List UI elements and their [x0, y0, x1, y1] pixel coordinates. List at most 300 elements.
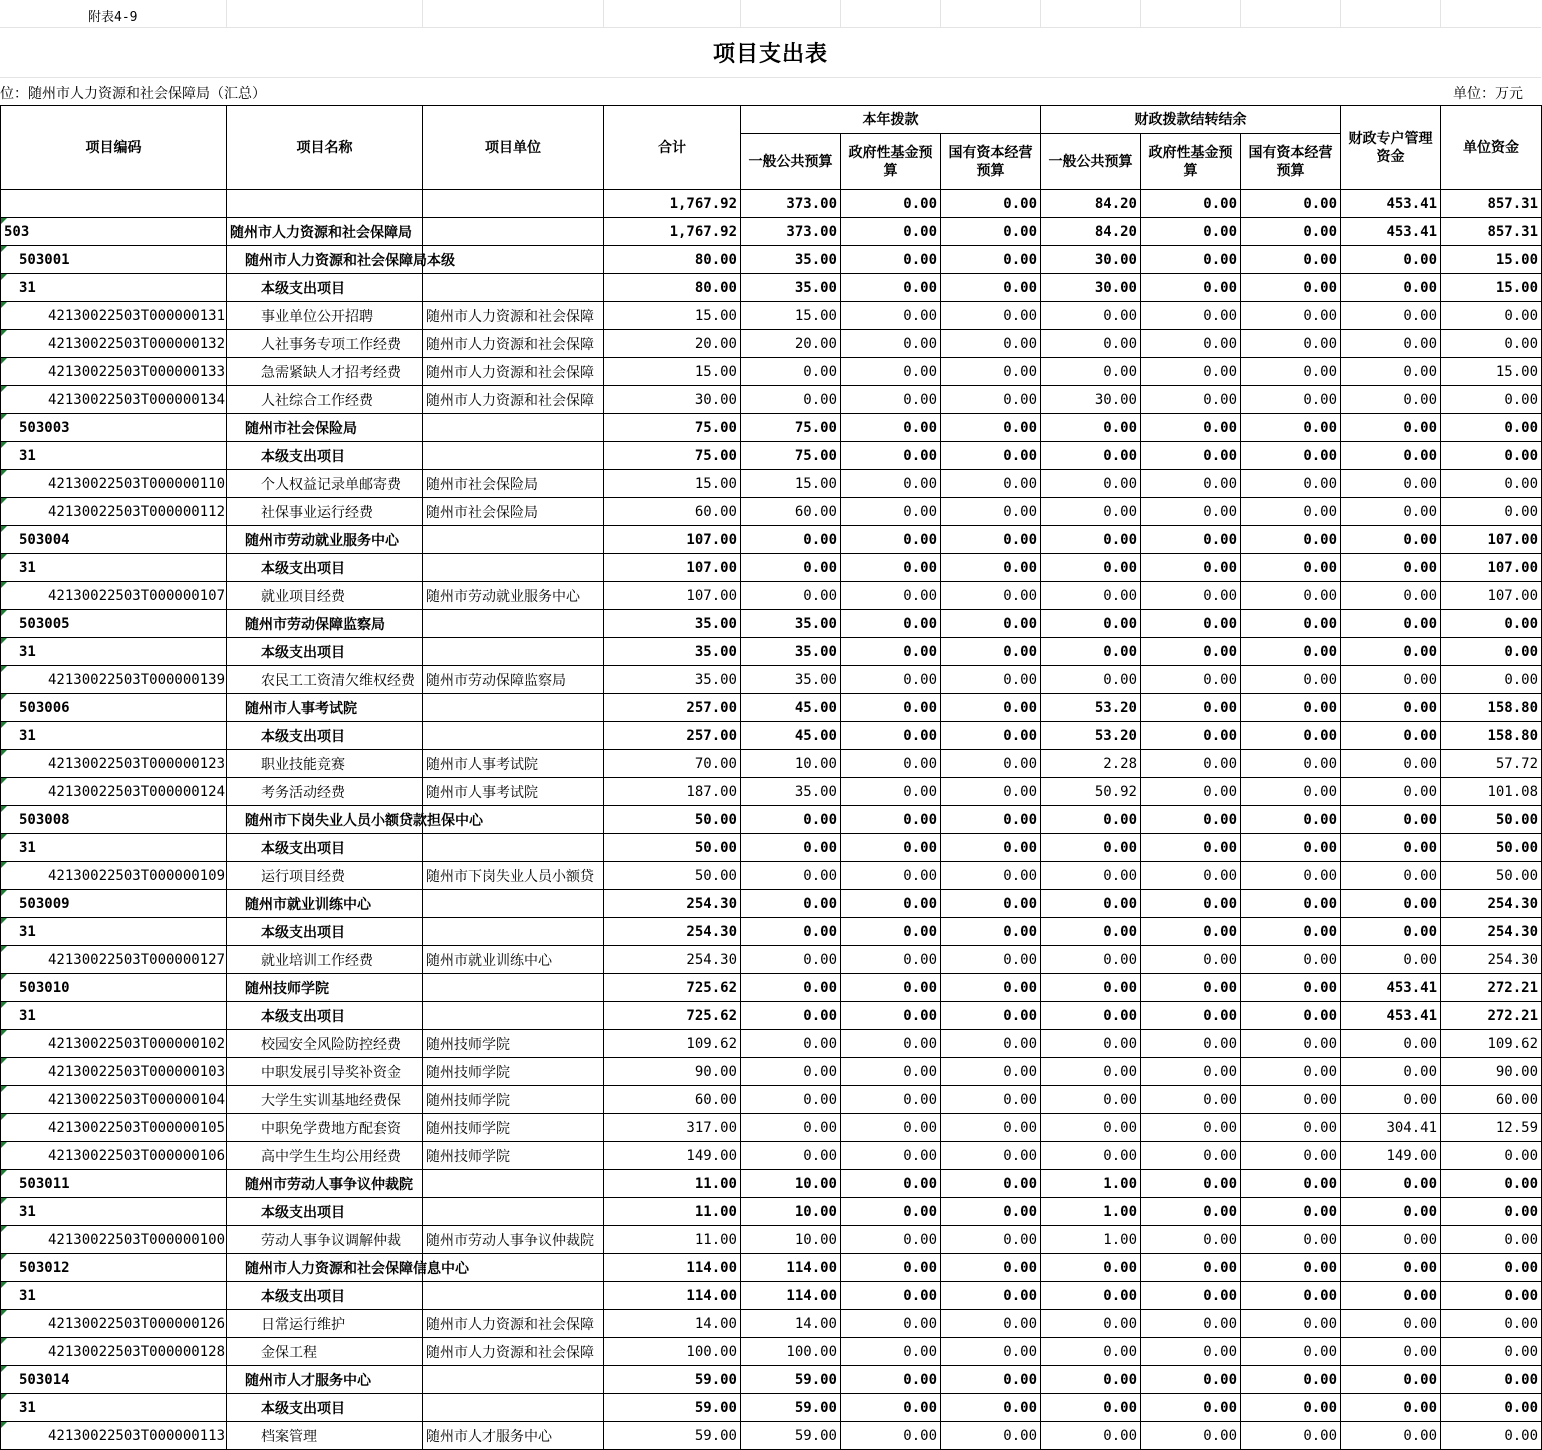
- cell-amount[interactable]: 0.00: [1141, 974, 1241, 1002]
- cell-amount[interactable]: 0.00: [1041, 610, 1141, 638]
- cell-amount[interactable]: 75.00: [604, 414, 741, 442]
- cell-name[interactable]: 农民工工资清欠维权经费: [227, 666, 423, 694]
- cell-amount[interactable]: 0.00: [941, 918, 1041, 946]
- cell-code[interactable]: 503010: [1, 974, 227, 1002]
- cell-amount[interactable]: 0.00: [1241, 610, 1341, 638]
- cell-amount[interactable]: 0.00: [941, 302, 1041, 330]
- cell-amount[interactable]: 0.00: [741, 1086, 841, 1114]
- cell-name[interactable]: 随州市就业训练中心: [227, 890, 423, 918]
- cell-unit[interactable]: [423, 1282, 604, 1310]
- cell-amount[interactable]: 0.00: [1341, 498, 1441, 526]
- cell-name[interactable]: 本级支出项目: [227, 442, 423, 470]
- cell-name[interactable]: 本级支出项目: [227, 918, 423, 946]
- cell-amount[interactable]: 0.00: [1041, 1114, 1141, 1142]
- cell-name[interactable]: 个人权益记录单邮寄费: [227, 470, 423, 498]
- cell-amount[interactable]: 0.00: [1241, 694, 1341, 722]
- table-row[interactable]: [1, 582, 1542, 610]
- cell-code[interactable]: 503006: [1, 694, 227, 722]
- cell-amount[interactable]: 0.00: [1241, 1198, 1341, 1226]
- cell-amount[interactable]: 0.00: [1241, 218, 1341, 246]
- table-row[interactable]: [1, 694, 1542, 722]
- cell-amount[interactable]: 0.00: [841, 358, 941, 386]
- cell-amount[interactable]: 0.00: [1141, 1226, 1241, 1254]
- cell-amount[interactable]: 0.00: [1341, 638, 1441, 666]
- table-row[interactable]: [1, 610, 1542, 638]
- cell-amount[interactable]: 0.00: [1241, 862, 1341, 890]
- cell-amount[interactable]: 254.30: [1441, 946, 1542, 974]
- cell-code[interactable]: 31: [1, 1002, 227, 1030]
- cell-amount[interactable]: 50.00: [1441, 806, 1542, 834]
- cell-amount[interactable]: 0.00: [1141, 498, 1241, 526]
- cell-amount[interactable]: 0.00: [941, 218, 1041, 246]
- table-row[interactable]: [1, 386, 1542, 414]
- cell-amount[interactable]: 453.41: [1341, 1002, 1441, 1030]
- cell-name[interactable]: 本级支出项目: [227, 834, 423, 862]
- table-row[interactable]: [1, 1310, 1542, 1338]
- cell-amount[interactable]: 0.00: [941, 414, 1041, 442]
- cell-amount[interactable]: 0.00: [1441, 498, 1542, 526]
- cell-name[interactable]: 本级支出项目: [227, 1394, 423, 1422]
- cell-amount[interactable]: 50.00: [604, 862, 741, 890]
- cell-amount[interactable]: 107.00: [1441, 554, 1542, 582]
- cell-amount[interactable]: 0.00: [1341, 1310, 1441, 1338]
- cell-name[interactable]: 本级支出项目: [227, 638, 423, 666]
- cell-amount[interactable]: 373.00: [741, 218, 841, 246]
- cell-code[interactable]: 42130022503T000000112: [1, 498, 227, 526]
- cell-name[interactable]: 随州市人事考试院: [227, 694, 423, 722]
- cell-amount[interactable]: 0.00: [1341, 1394, 1441, 1422]
- cell-name[interactable]: 社保事业运行经费: [227, 498, 423, 526]
- cell-amount[interactable]: 0.00: [1041, 1338, 1141, 1366]
- cell-amount[interactable]: 59.00: [604, 1394, 741, 1422]
- cell-code[interactable]: 31: [1, 638, 227, 666]
- cell-unit[interactable]: 随州市人力资源和社会保障: [423, 1310, 604, 1338]
- cell-amount[interactable]: 50.00: [1441, 834, 1542, 862]
- cell-amount[interactable]: 0.00: [1341, 582, 1441, 610]
- cell-amount[interactable]: 0.00: [1141, 330, 1241, 358]
- cell-amount[interactable]: 109.62: [1441, 1030, 1542, 1058]
- cell-name[interactable]: 随州市人力资源和社会保障局本级: [227, 246, 423, 274]
- cell-amount[interactable]: 0.00: [1341, 890, 1441, 918]
- table-row[interactable]: [1, 666, 1542, 694]
- cell-amount[interactable]: 0.00: [941, 1002, 1041, 1030]
- cell-amount[interactable]: 0.00: [941, 1086, 1041, 1114]
- table-row[interactable]: [1, 246, 1542, 274]
- cell-amount[interactable]: 158.80: [1441, 722, 1542, 750]
- cell-amount[interactable]: 80.00: [604, 246, 741, 274]
- cell-name[interactable]: 就业项目经费: [227, 582, 423, 610]
- cell-amount[interactable]: 0.00: [1341, 610, 1441, 638]
- cell-amount[interactable]: 0.00: [941, 582, 1041, 610]
- cell-amount[interactable]: 0.00: [941, 974, 1041, 1002]
- table-row[interactable]: [1, 1422, 1542, 1450]
- cell-amount[interactable]: 0.00: [1241, 946, 1341, 974]
- cell-unit[interactable]: 随州市下岗失业人员小额贷: [423, 862, 604, 890]
- cell-amount[interactable]: 0.00: [1241, 526, 1341, 554]
- cell-amount[interactable]: 0.00: [1141, 386, 1241, 414]
- cell-amount[interactable]: 0.00: [1141, 190, 1241, 218]
- cell-amount[interactable]: 0.00: [1141, 442, 1241, 470]
- cell-name[interactable]: 本级支出项目: [227, 1002, 423, 1030]
- cell-amount[interactable]: 0.00: [1141, 1254, 1241, 1282]
- cell-amount[interactable]: 53.20: [1041, 722, 1141, 750]
- cell-amount[interactable]: 0.00: [841, 946, 941, 974]
- cell-amount[interactable]: 0.00: [1341, 302, 1441, 330]
- cell-code[interactable]: 42130022503T000000107: [1, 582, 227, 610]
- cell-amount[interactable]: 80.00: [604, 274, 741, 302]
- cell-amount[interactable]: 0.00: [1341, 918, 1441, 946]
- cell-amount[interactable]: 114.00: [604, 1282, 741, 1310]
- cell-unit[interactable]: 随州市人力资源和社会保障: [423, 358, 604, 386]
- table-row[interactable]: [1, 526, 1542, 554]
- cell-amount[interactable]: 0.00: [1241, 1170, 1341, 1198]
- cell-amount[interactable]: 0.00: [1041, 806, 1141, 834]
- table-row[interactable]: [1, 330, 1542, 358]
- cell-amount[interactable]: 0.00: [841, 806, 941, 834]
- cell-amount[interactable]: 0.00: [1041, 554, 1141, 582]
- cell-amount[interactable]: 0.00: [1241, 1282, 1341, 1310]
- cell-amount[interactable]: 30.00: [1041, 246, 1141, 274]
- cell-unit[interactable]: 随州市劳动就业服务中心: [423, 582, 604, 610]
- cell-amount[interactable]: 0.00: [741, 1058, 841, 1086]
- cell-amount[interactable]: 0.00: [1341, 246, 1441, 274]
- cell-amount[interactable]: 0.00: [1441, 442, 1542, 470]
- cell-unit[interactable]: 随州技师学院: [423, 1030, 604, 1058]
- cell-amount[interactable]: 0.00: [1041, 526, 1141, 554]
- cell-amount[interactable]: 0.00: [1341, 1338, 1441, 1366]
- cell-amount[interactable]: 107.00: [604, 554, 741, 582]
- cell-amount[interactable]: 0.00: [1141, 750, 1241, 778]
- cell-amount[interactable]: 0.00: [1341, 778, 1441, 806]
- cell-amount[interactable]: 0.00: [1241, 386, 1341, 414]
- cell-amount[interactable]: 0.00: [1241, 890, 1341, 918]
- cell-name[interactable]: [227, 190, 423, 218]
- cell-code[interactable]: 31: [1, 918, 227, 946]
- cell-amount[interactable]: 90.00: [604, 1058, 741, 1086]
- cell-code[interactable]: 42130022503T000000126: [1, 1310, 227, 1338]
- cell-amount[interactable]: 0.00: [741, 806, 841, 834]
- cell-code[interactable]: [1, 190, 227, 218]
- cell-amount[interactable]: 101.08: [1441, 778, 1542, 806]
- cell-amount[interactable]: 0.00: [1441, 1282, 1542, 1310]
- cell-amount[interactable]: 84.20: [1041, 190, 1141, 218]
- cell-amount[interactable]: 0.00: [1141, 582, 1241, 610]
- cell-unit[interactable]: [423, 638, 604, 666]
- cell-name[interactable]: 劳动人事争议调解仲裁: [227, 1226, 423, 1254]
- cell-amount[interactable]: 70.00: [604, 750, 741, 778]
- cell-amount[interactable]: 0.00: [1341, 1198, 1441, 1226]
- cell-amount[interactable]: 2.28: [1041, 750, 1141, 778]
- table-row[interactable]: [1, 1198, 1542, 1226]
- cell-amount[interactable]: 20.00: [741, 330, 841, 358]
- table-row[interactable]: [1, 722, 1542, 750]
- cell-amount[interactable]: 35.00: [741, 666, 841, 694]
- cell-amount[interactable]: 0.00: [941, 778, 1041, 806]
- cell-name[interactable]: 随州技师学院: [227, 974, 423, 1002]
- cell-amount[interactable]: 57.72: [1441, 750, 1542, 778]
- cell-amount[interactable]: 0.00: [1341, 274, 1441, 302]
- cell-amount[interactable]: 84.20: [1041, 218, 1141, 246]
- cell-amount[interactable]: 0.00: [1041, 1030, 1141, 1058]
- cell-amount[interactable]: 90.00: [1441, 1058, 1542, 1086]
- cell-amount[interactable]: 0.00: [941, 750, 1041, 778]
- cell-amount[interactable]: 0.00: [1141, 1030, 1241, 1058]
- cell-code[interactable]: 503003: [1, 414, 227, 442]
- cell-name[interactable]: 人社综合工作经费: [227, 386, 423, 414]
- cell-amount[interactable]: 0.00: [1241, 1086, 1341, 1114]
- cell-unit[interactable]: 随州市劳动人事争议仲裁院: [423, 1226, 604, 1254]
- cell-amount[interactable]: 0.00: [1141, 1058, 1241, 1086]
- cell-amount[interactable]: 0.00: [841, 638, 941, 666]
- cell-amount[interactable]: 0.00: [941, 1338, 1041, 1366]
- cell-unit[interactable]: [423, 722, 604, 750]
- cell-amount[interactable]: 0.00: [1441, 1254, 1542, 1282]
- table-row[interactable]: [1, 554, 1542, 582]
- table-row[interactable]: [1, 1086, 1542, 1114]
- cell-amount[interactable]: 0.00: [1141, 1086, 1241, 1114]
- cell-amount[interactable]: 0.00: [1341, 1226, 1441, 1254]
- table-row[interactable]: [1, 302, 1542, 330]
- cell-amount[interactable]: 0.00: [1141, 1394, 1241, 1422]
- cell-amount[interactable]: 0.00: [1241, 806, 1341, 834]
- cell-amount[interactable]: 0.00: [1241, 666, 1341, 694]
- cell-amount[interactable]: 0.00: [741, 890, 841, 918]
- cell-amount[interactable]: 20.00: [604, 330, 741, 358]
- cell-amount[interactable]: 0.00: [1441, 1394, 1542, 1422]
- cell-unit[interactable]: 随州技师学院: [423, 1086, 604, 1114]
- cell-amount[interactable]: 0.00: [841, 190, 941, 218]
- cell-amount[interactable]: 0.00: [1041, 1282, 1141, 1310]
- cell-amount[interactable]: 0.00: [1241, 414, 1341, 442]
- cell-amount[interactable]: 0.00: [1241, 274, 1341, 302]
- cell-amount[interactable]: 0.00: [1341, 1030, 1441, 1058]
- cell-amount[interactable]: 0.00: [1141, 414, 1241, 442]
- cell-name[interactable]: 随州市劳动人事争议仲裁院: [227, 1170, 423, 1198]
- cell-amount[interactable]: 0.00: [741, 862, 841, 890]
- cell-amount[interactable]: 50.00: [1441, 862, 1542, 890]
- cell-code[interactable]: 42130022503T000000105: [1, 1114, 227, 1142]
- cell-amount[interactable]: 0.00: [1041, 946, 1141, 974]
- cell-amount[interactable]: 0.00: [1241, 750, 1341, 778]
- cell-amount[interactable]: 100.00: [604, 1338, 741, 1366]
- cell-unit[interactable]: 随州市人事考试院: [423, 750, 604, 778]
- cell-amount[interactable]: 30.00: [604, 386, 741, 414]
- cell-amount[interactable]: 0.00: [741, 974, 841, 1002]
- cell-name[interactable]: 本级支出项目: [227, 722, 423, 750]
- cell-code[interactable]: 31: [1, 1394, 227, 1422]
- table-row[interactable]: [1, 1142, 1542, 1170]
- cell-amount[interactable]: 0.00: [741, 358, 841, 386]
- cell-amount[interactable]: 254.30: [604, 890, 741, 918]
- cell-amount[interactable]: 0.00: [1141, 1338, 1241, 1366]
- cell-amount[interactable]: 0.00: [1241, 1226, 1341, 1254]
- cell-amount[interactable]: 50.92: [1041, 778, 1141, 806]
- cell-amount[interactable]: 0.00: [1341, 834, 1441, 862]
- cell-amount[interactable]: 0.00: [1141, 246, 1241, 274]
- cell-amount[interactable]: 0.00: [1441, 1142, 1542, 1170]
- cell-amount[interactable]: 0.00: [1041, 1310, 1141, 1338]
- cell-code[interactable]: 31: [1, 442, 227, 470]
- table-row[interactable]: [1, 946, 1542, 974]
- cell-amount[interactable]: 0.00: [941, 358, 1041, 386]
- cell-unit[interactable]: 随州技师学院: [423, 1142, 604, 1170]
- cell-amount[interactable]: 0.00: [1241, 1254, 1341, 1282]
- cell-unit[interactable]: [423, 694, 604, 722]
- cell-amount[interactable]: 0.00: [1241, 834, 1341, 862]
- cell-amount[interactable]: 15.00: [1441, 246, 1542, 274]
- cell-name[interactable]: 职业技能竞赛: [227, 750, 423, 778]
- cell-amount[interactable]: 60.00: [604, 498, 741, 526]
- cell-amount[interactable]: 0.00: [841, 1422, 941, 1450]
- cell-amount[interactable]: 0.00: [1141, 638, 1241, 666]
- cell-amount[interactable]: 0.00: [1041, 890, 1141, 918]
- table-row[interactable]: [1, 1254, 1542, 1282]
- cell-amount[interactable]: 0.00: [1241, 302, 1341, 330]
- cell-amount[interactable]: 0.00: [941, 442, 1041, 470]
- table-row[interactable]: [1, 890, 1542, 918]
- cell-amount[interactable]: 0.00: [1141, 470, 1241, 498]
- cell-amount[interactable]: 0.00: [941, 274, 1041, 302]
- cell-amount[interactable]: 30.00: [1041, 274, 1141, 302]
- cell-amount[interactable]: 0.00: [1041, 470, 1141, 498]
- cell-code[interactable]: 503008: [1, 806, 227, 834]
- cell-amount[interactable]: 53.20: [1041, 694, 1141, 722]
- cell-amount[interactable]: 0.00: [1041, 302, 1141, 330]
- cell-amount[interactable]: 0.00: [1041, 414, 1141, 442]
- cell-amount[interactable]: 15.00: [1441, 274, 1542, 302]
- cell-amount[interactable]: 0.00: [741, 834, 841, 862]
- cell-amount[interactable]: 254.30: [604, 946, 741, 974]
- cell-amount[interactable]: 254.30: [1441, 890, 1542, 918]
- cell-amount[interactable]: 10.00: [741, 1170, 841, 1198]
- table-row[interactable]: [1, 274, 1542, 302]
- table-row[interactable]: [1, 974, 1542, 1002]
- cell-amount[interactable]: 0.00: [1241, 1142, 1341, 1170]
- cell-amount[interactable]: 11.00: [604, 1198, 741, 1226]
- cell-amount[interactable]: 0.00: [1241, 1002, 1341, 1030]
- table-row[interactable]: [1, 1282, 1542, 1310]
- cell-amount[interactable]: 109.62: [604, 1030, 741, 1058]
- cell-amount[interactable]: 114.00: [604, 1254, 741, 1282]
- table-row[interactable]: [1, 1030, 1542, 1058]
- cell-amount[interactable]: 317.00: [604, 1114, 741, 1142]
- cell-amount[interactable]: 0.00: [841, 750, 941, 778]
- cell-amount[interactable]: 254.30: [1441, 918, 1542, 946]
- cell-unit[interactable]: 随州市人才服务中心: [423, 1422, 604, 1450]
- cell-amount[interactable]: 107.00: [1441, 526, 1542, 554]
- cell-amount[interactable]: 0.00: [1241, 1422, 1341, 1450]
- cell-amount[interactable]: 0.00: [1141, 778, 1241, 806]
- cell-amount[interactable]: 0.00: [1241, 638, 1341, 666]
- cell-amount[interactable]: 0.00: [1241, 358, 1341, 386]
- cell-amount[interactable]: 0.00: [841, 918, 941, 946]
- cell-amount[interactable]: 35.00: [741, 274, 841, 302]
- cell-code[interactable]: 42130022503T000000127: [1, 946, 227, 974]
- cell-amount[interactable]: 0.00: [1241, 246, 1341, 274]
- cell-amount[interactable]: 10.00: [741, 1198, 841, 1226]
- table-row[interactable]: [1, 414, 1542, 442]
- cell-unit[interactable]: 随州技师学院: [423, 1114, 604, 1142]
- cell-code[interactable]: 503005: [1, 610, 227, 638]
- cell-amount[interactable]: 0.00: [741, 1002, 841, 1030]
- cell-amount[interactable]: 0.00: [841, 974, 941, 1002]
- cell-amount[interactable]: 107.00: [604, 582, 741, 610]
- cell-amount[interactable]: 0.00: [1341, 526, 1441, 554]
- cell-amount[interactable]: 0.00: [1241, 1114, 1341, 1142]
- cell-amount[interactable]: 0.00: [941, 946, 1041, 974]
- cell-amount[interactable]: 0.00: [941, 638, 1041, 666]
- cell-amount[interactable]: 0.00: [1041, 834, 1141, 862]
- cell-amount[interactable]: 0.00: [1241, 1058, 1341, 1086]
- cell-amount[interactable]: 0.00: [1441, 638, 1542, 666]
- cell-amount[interactable]: 0.00: [941, 1422, 1041, 1450]
- cell-amount[interactable]: 60.00: [741, 498, 841, 526]
- cell-amount[interactable]: 0.00: [941, 1114, 1041, 1142]
- cell-amount[interactable]: 0.00: [841, 218, 941, 246]
- cell-amount[interactable]: 75.00: [604, 442, 741, 470]
- cell-amount[interactable]: 0.00: [941, 1226, 1041, 1254]
- cell-unit[interactable]: [423, 554, 604, 582]
- cell-amount[interactable]: 0.00: [841, 1142, 941, 1170]
- cell-amount[interactable]: 0.00: [941, 1366, 1041, 1394]
- cell-amount[interactable]: 59.00: [741, 1366, 841, 1394]
- cell-name[interactable]: 档案管理: [227, 1422, 423, 1450]
- cell-unit[interactable]: [423, 274, 604, 302]
- cell-amount[interactable]: 0.00: [841, 694, 941, 722]
- cell-amount[interactable]: 0.00: [941, 1030, 1041, 1058]
- cell-code[interactable]: 42130022503T000000124: [1, 778, 227, 806]
- cell-amount[interactable]: 0.00: [941, 806, 1041, 834]
- cell-amount[interactable]: 857.31: [1441, 190, 1542, 218]
- cell-amount[interactable]: 0.00: [841, 1114, 941, 1142]
- cell-amount[interactable]: 0.00: [1341, 358, 1441, 386]
- cell-unit[interactable]: [423, 918, 604, 946]
- cell-code[interactable]: 42130022503T000000100: [1, 1226, 227, 1254]
- cell-amount[interactable]: 254.30: [604, 918, 741, 946]
- cell-name[interactable]: 急需紧缺人才招考经费: [227, 358, 423, 386]
- cell-amount[interactable]: 0.00: [741, 1114, 841, 1142]
- cell-amount[interactable]: 30.00: [1041, 386, 1141, 414]
- cell-amount[interactable]: 0.00: [941, 1198, 1041, 1226]
- table-row[interactable]: [1, 1114, 1542, 1142]
- table-row[interactable]: [1, 1002, 1542, 1030]
- cell-amount[interactable]: 0.00: [1241, 442, 1341, 470]
- cell-amount[interactable]: 0.00: [841, 1394, 941, 1422]
- cell-name[interactable]: 中职发展引导奖补资金: [227, 1058, 423, 1086]
- cell-unit[interactable]: 随州市劳动保障监察局: [423, 666, 604, 694]
- table-row[interactable]: [1, 1226, 1542, 1254]
- cell-amount[interactable]: 0.00: [1241, 974, 1341, 1002]
- cell-code[interactable]: 42130022503T000000113: [1, 1422, 227, 1450]
- cell-amount[interactable]: 0.00: [1341, 722, 1441, 750]
- cell-amount[interactable]: 0.00: [1041, 1086, 1141, 1114]
- cell-amount[interactable]: 1.00: [1041, 1170, 1141, 1198]
- cell-amount[interactable]: 0.00: [1341, 1254, 1441, 1282]
- cell-code[interactable]: 31: [1, 554, 227, 582]
- cell-amount[interactable]: 0.00: [1441, 1310, 1542, 1338]
- cell-code[interactable]: 503014: [1, 1366, 227, 1394]
- cell-name[interactable]: 运行项目经费: [227, 862, 423, 890]
- cell-code[interactable]: 31: [1, 274, 227, 302]
- table-row[interactable]: [1, 918, 1542, 946]
- cell-amount[interactable]: 0.00: [1141, 218, 1241, 246]
- cell-code[interactable]: 31: [1, 722, 227, 750]
- cell-amount[interactable]: 0.00: [941, 1254, 1041, 1282]
- cell-amount[interactable]: 0.00: [741, 526, 841, 554]
- cell-amount[interactable]: 0.00: [1141, 1422, 1241, 1450]
- cell-amount[interactable]: 0.00: [1041, 1002, 1141, 1030]
- cell-amount[interactable]: 0.00: [841, 274, 941, 302]
